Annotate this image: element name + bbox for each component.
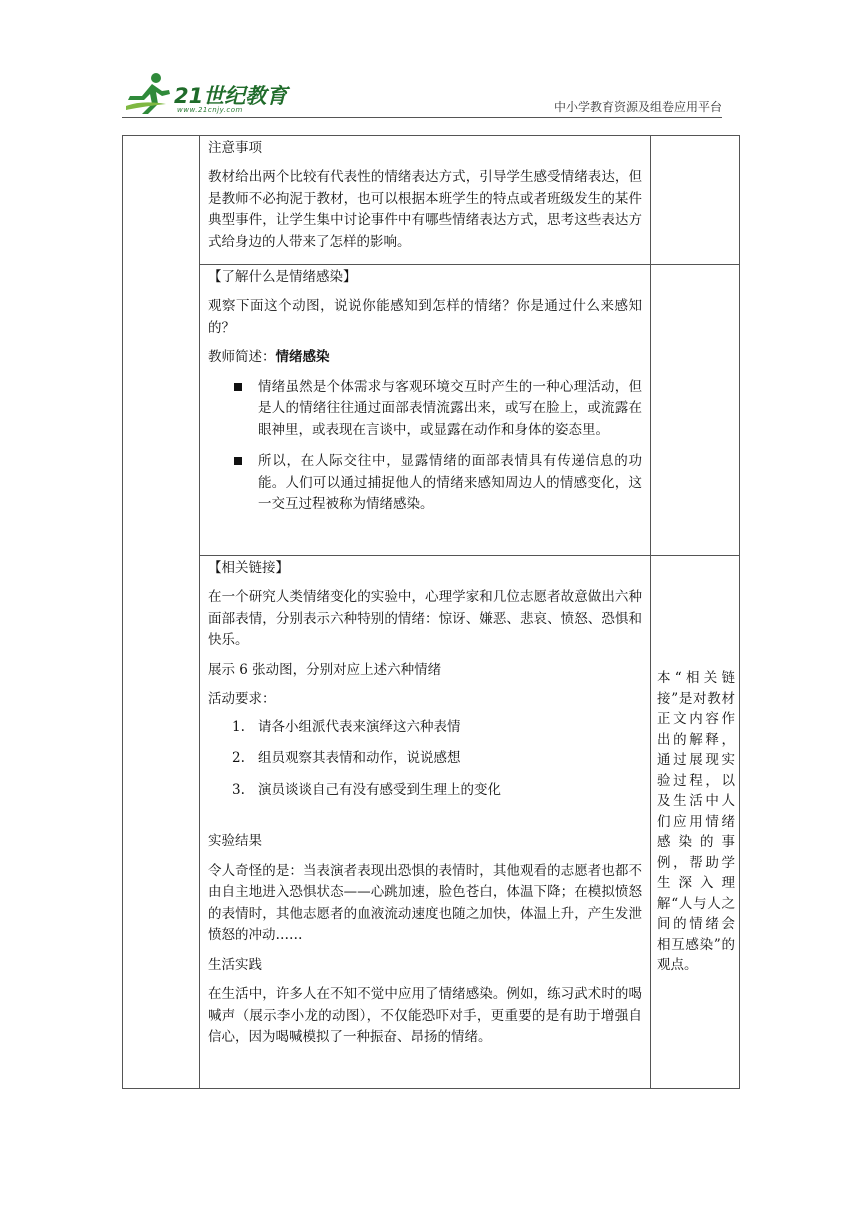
- result-label: 实验结果: [208, 833, 262, 849]
- activity-steps: [208, 717, 642, 802]
- lesson-table: [122, 135, 740, 1089]
- practice-label: 生活实践: [208, 956, 262, 973]
- content-cell-related-link: [200, 556, 651, 1089]
- show-text: 展示 6 张动图，分别对应上述六种情绪: [208, 661, 442, 678]
- bullet-list: [208, 377, 642, 516]
- question-text: 观察下面这个动图，说说你能感知到怎样的情绪？你是通过什么来感知的？: [208, 298, 642, 336]
- page-header: [122, 66, 722, 118]
- content-cell-notes: [200, 136, 651, 265]
- key-term: 情绪感染: [275, 349, 330, 365]
- square-bullet-icon: [234, 383, 242, 391]
- teacher-explanation: [208, 347, 642, 369]
- teacher-label: 教师简述：: [208, 349, 276, 365]
- list-item: 情绪虽然是个体需求与客观环境交互时产生的一种心理活动，但是人的情绪往往通过面部表情流露出来，或写在脸上，或流露在眼神里，或表现在言谈中，或显露在动作和身体的姿态里。: [208, 377, 642, 442]
- section-title: 【相关链接】: [208, 560, 289, 576]
- note-cell: [651, 556, 740, 1089]
- practice-text: 在生活中，许多人在不知不觉中应用了情绪感染。例如，练习武术时的喝喊声（展示李小龙的动图），不仅能恐吓对手，更重要的是有助于增强自信心，因为喝喊模拟了一种振奋、昂扬的情绪。: [208, 986, 642, 1045]
- list-item: 1. 请各小组派代表来演绎这六种表情: [232, 718, 461, 735]
- logo-url: www.21cnjy.com: [177, 106, 243, 114]
- list-item: 所以，在人际交往中，显露情绪的面部表情具有传递信息的功能。人们可以通过捕捉他人的情绪来感知周边人的情感变化，这一交互过程被称为情绪感染。: [208, 451, 642, 516]
- note-cell: [651, 136, 740, 265]
- section-title: 注意事项: [208, 140, 262, 156]
- runner-logo-icon: [122, 70, 174, 116]
- paragraph: 教材给出两个比较有代表性的情绪表达方式，引导学生感受情绪表达，但是教师不必拘泥于教材，也可以根据本班学生的特点或者班级发生的某件典型事件，让学生集中讨论事件中有哪些情绪表达方式，思考这些表达方式给身边的人带来了怎样的影响。: [208, 169, 642, 250]
- list-item: 3. 演员谈谈自己有没有感受到生理上的变化: [232, 781, 501, 798]
- teacher-note: 本“相关链接”是对教材正文内容作出的解释，通过展现实验过程，以及生活中人们应用情绪感染的事例，帮助学生深入理解“人与人之间的情绪会相互感染”的观点。: [657, 670, 735, 974]
- logo: [122, 70, 302, 118]
- table-row: [123, 556, 740, 1089]
- experiment-intro: 在一个研究人类情绪变化的实验中，心理学家和几位志愿者故意做出六种面部表情，分别表示六种特别的情绪：惊讶、嫌恶、悲哀、愤怒、恐惧和快乐。: [208, 589, 642, 648]
- content-cell-emotion-contagion: [200, 265, 651, 556]
- list-item: 2. 组员观察其表情和动作，说说感想: [232, 750, 461, 766]
- result-text: 令人奇怪的是：当表演者表现出恐惧的表情时，其他观看的志愿者也都不由自主地进入恐惧状态——心跳加速，脸色苍白，体温下降；在模拟愤怒的表情时，其他志愿者的血液流动速度也随之加快，体温上升，产生发泄愤怒的冲动……: [208, 862, 642, 943]
- header-divider: [122, 117, 722, 118]
- note-cell: [651, 265, 740, 556]
- square-bullet-icon: [234, 457, 242, 465]
- table-row: [123, 265, 740, 556]
- activity-label: 活动要求：: [208, 691, 276, 707]
- table-row: [123, 136, 740, 265]
- platform-name: 中小学教育资源及组卷应用平台: [553, 100, 722, 114]
- logo-text: 21世纪教育: [174, 84, 288, 108]
- left-column-cell: [123, 136, 200, 1089]
- section-title: 【了解什么是情绪感染】: [208, 269, 357, 285]
